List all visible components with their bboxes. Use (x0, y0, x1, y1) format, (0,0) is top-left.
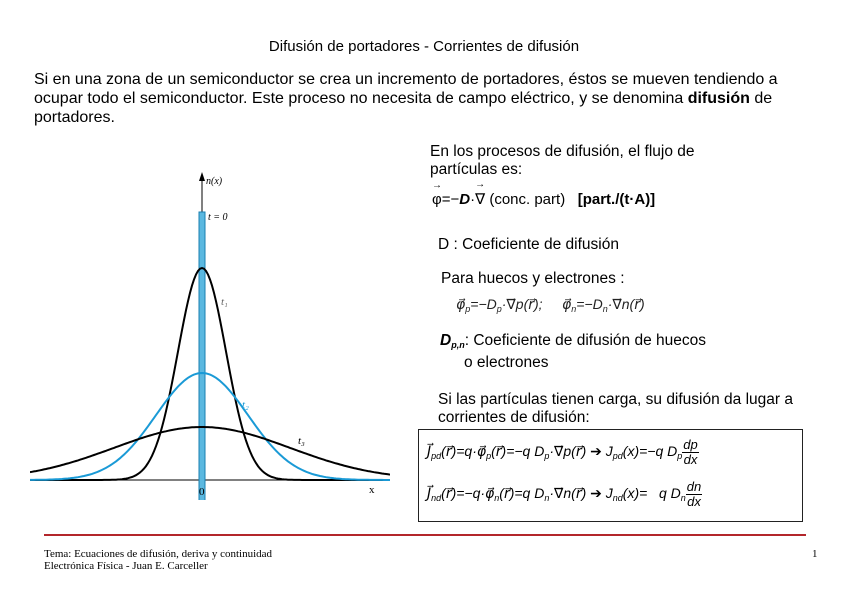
page-number: 1 (812, 548, 818, 560)
footer-line-1: Tema: Ecuaciones de difusión, deriva y continuidad (44, 548, 273, 560)
dpn-def-line2: o electrones (464, 354, 549, 371)
footer-line-2: Electrónica Física - Juan E. Carceller (44, 560, 208, 572)
flux-eq-units: [part./(t·A)] (577, 191, 656, 208)
d-definition: D : Coeficiente de difusión (438, 236, 619, 253)
holes-electrons-equations: $\varphi⃗_p=-D_p\cdot\nabla⃗p(r⃗)$; $\varphi⃗_n=-D_n\cdot\nabla⃗n(r⃗)$ (456, 296, 645, 314)
label-t3: t₃ (298, 435, 305, 447)
implies-arrow-icon: ➔ (590, 443, 602, 460)
holes-electrons-label: Para huecos y electrones : (441, 270, 625, 287)
phi-vector: φ → (432, 180, 442, 208)
flux-equation: φ → =−D·∇ → (conc. part) [part./(t·A)] (432, 179, 656, 208)
flux-eq-d: D (459, 191, 471, 208)
intro-text-2: de portadores. (34, 90, 773, 126)
dpn-def-line1: : Coeficiente de difusión de huecos (464, 332, 706, 349)
curve-t0-spike (199, 212, 205, 500)
label-t2: t₂ (242, 399, 249, 411)
label-t0: t = 0 (208, 212, 228, 223)
x-axis-label: x (369, 484, 375, 496)
dn-dx-fraction: $\frac{dn}{dx}$ (686, 479, 702, 509)
y-axis-arrow (199, 172, 205, 181)
intro-paragraph (34, 70, 824, 127)
current-equations-box (418, 429, 803, 522)
implies-arrow-icon: ➔ (590, 485, 602, 502)
flux-text: En los procesos de difusión, el flujo de partículas es: (430, 143, 695, 178)
intro-text-1: Si en una zona de un semiconductor se crea un incremento de portadores, éstos se mueven tendiendo a ocupar todo el semiconductor. Este proceso no necesita de campo eléctrico, y se denomina (34, 71, 778, 107)
charge-text: Si las partículas tienen carga, su difusión da lugar a corrientes de difusión: (438, 391, 793, 426)
curve-t3 (30, 427, 390, 475)
intro-bold-term: difusión (687, 90, 750, 107)
footer-rule (44, 534, 806, 536)
dp-dx-fraction: $\frac{dp}{dx}$ (683, 437, 698, 467)
diffusion-graph (30, 168, 390, 500)
dpn-definition (440, 332, 770, 372)
nabla-vector: ∇ → (475, 179, 486, 208)
vector-arrow-icon: → (432, 180, 442, 191)
flux-eq-lhs: =− (441, 191, 460, 208)
dpn-symbol: $D_{p,n}$ (440, 332, 465, 350)
vector-arrow-icon: → (475, 179, 486, 190)
page-title: Difusión de portadores - Corrientes de difusión (268, 38, 580, 55)
origin-label: 0 (199, 486, 205, 498)
hole-current-equation: $J⃗_{pd}(r⃗)=q\cdot\varphi⃗_p(r⃗)=-q$ $D_p\cdot\nabla⃗p(r⃗)$ ➔ $J_{pd}(x)=-q$ $D_p$ $\frac{dp}{dx}$ (427, 437, 698, 467)
label-t1: t₁ (221, 296, 228, 308)
flux-eq-arg: (conc. part) (489, 191, 566, 208)
footer (44, 548, 272, 572)
electron-current-equation: $J⃗_{nd}(r⃗)=-q\cdot\varphi⃗_n(r⃗)=q$ $D_n\cdot\nabla⃗n(r⃗)$ ➔ $J_{nd}(x)= q$ $D_n$ $\frac{dn}{dx}$ (427, 479, 702, 509)
y-axis-label: n(x) (206, 176, 223, 187)
